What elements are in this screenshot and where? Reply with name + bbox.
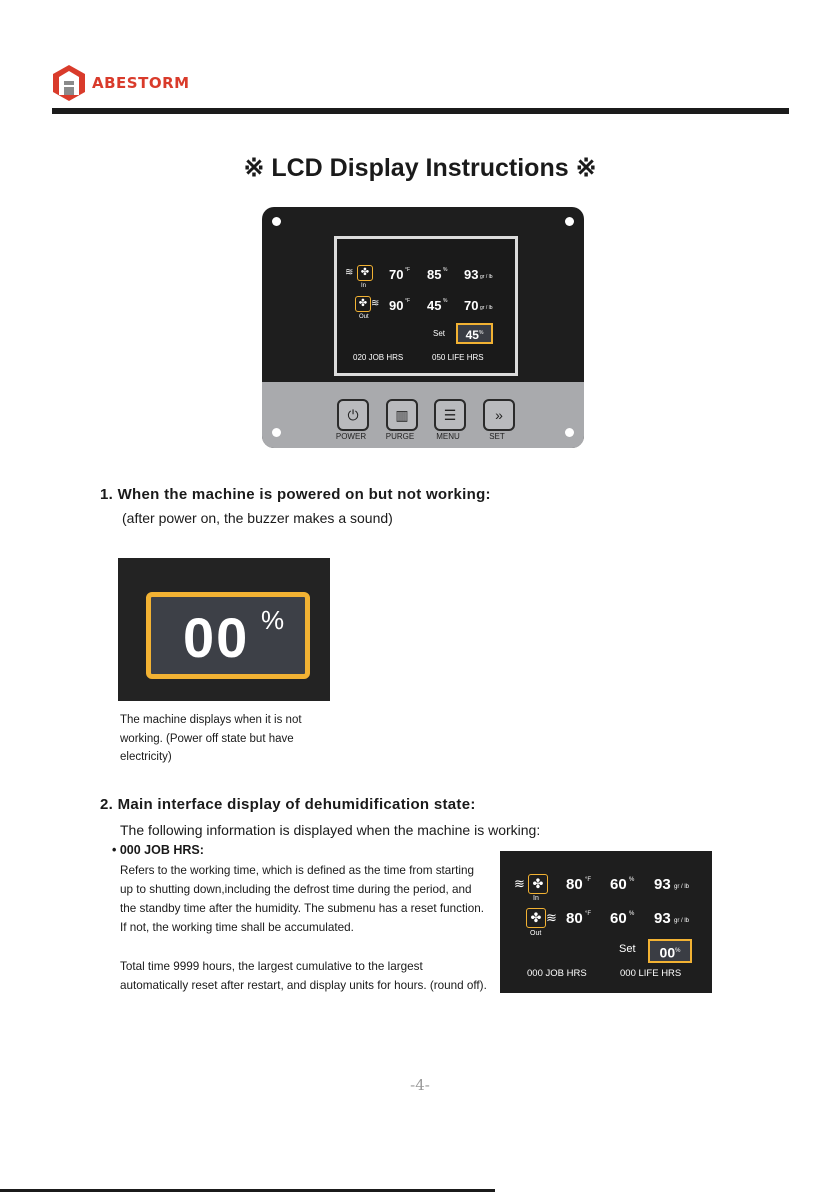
out-label: Out <box>530 930 542 937</box>
header-divider <box>52 108 789 114</box>
fan-in-icon: ✤ <box>357 265 373 281</box>
fan-out-icon: ✤ <box>355 296 371 312</box>
set-label: Set <box>619 943 636 955</box>
section2-heading: 2. Main interface display of dehumidification state: <box>100 796 476 813</box>
job-hours: 020 JOB HRS <box>353 353 404 362</box>
humidity-unit: % <box>629 911 635 917</box>
working-display-illustration <box>500 851 712 993</box>
airflow-in-icon: ≋ <box>345 267 354 278</box>
lcd-screen <box>334 236 518 376</box>
in-label: In <box>361 283 367 289</box>
humidity-unit: % <box>443 267 448 273</box>
airflow-in-icon: ≋ <box>514 876 525 891</box>
section1-heading: 1. When the machine is powered on but not working: <box>100 486 491 503</box>
airflow-out-icon: ≋ <box>546 910 557 925</box>
fan-in-icon: ✤ <box>528 874 548 894</box>
out-label: Out <box>359 314 369 320</box>
double-chevron-icon: » <box>495 407 503 423</box>
standby-display-illustration <box>118 558 330 701</box>
brand-name: ABESTORM <box>92 74 190 92</box>
screw-icon <box>565 428 574 437</box>
job-hrs-total-note: Total time 9999 hours, the largest cumulative to the largest automatically reset after restart, and display units for hours. (round off). <box>120 960 487 992</box>
set-humidity-box <box>648 939 692 963</box>
screw-icon <box>565 217 574 226</box>
fan-out-icon: ✤ <box>526 908 546 928</box>
screw-icon <box>272 217 281 226</box>
menu-label: MENU <box>436 432 460 441</box>
page-number: -4- <box>410 1076 430 1094</box>
set-button <box>483 399 515 431</box>
menu-icon: ☰ <box>443 406 457 423</box>
temp-unit: °F <box>585 877 592 883</box>
temp-unit: °F <box>405 298 411 304</box>
life-hours: 000 LIFE HRS <box>620 968 682 979</box>
power-label: POWER <box>335 432 367 441</box>
set-label: SET <box>489 432 505 441</box>
out-temperature: 90 <box>389 298 404 313</box>
in-humidity: 60 <box>610 876 627 893</box>
out-grains: 70 <box>464 298 479 313</box>
out-humidity: 45 <box>427 298 442 313</box>
airflow-out-icon: ≋ <box>371 298 380 309</box>
menu-button <box>434 399 466 431</box>
grains-unit: gr / lb <box>480 305 493 311</box>
set-unit: % <box>675 948 681 954</box>
page-title: ※ LCD Display Instructions ※ <box>243 154 597 182</box>
temp-unit: °F <box>405 267 411 273</box>
purge-label: PURGE <box>385 432 415 441</box>
brand-logo-icon <box>52 64 86 102</box>
temp-unit: °F <box>585 911 592 917</box>
out-grains: 93 <box>654 910 671 927</box>
in-humidity: 85 <box>427 267 442 282</box>
brand-logo <box>52 64 190 102</box>
in-temperature: 80 <box>566 876 583 893</box>
in-temperature: 70 <box>389 267 404 282</box>
job-hrs-bullet: • 000 JOB HRS: <box>112 843 204 857</box>
section1-subheading: (after power on, the buzzer makes a sound) <box>122 510 393 526</box>
life-hours: 050 LIFE HRS <box>432 353 484 362</box>
grains-unit: gr / lb <box>674 918 690 924</box>
out-temperature: 80 <box>566 910 583 927</box>
in-grains: 93 <box>654 876 671 893</box>
job-hrs-description: Refers to the working time, which is defined as the time from starting up to shutting down,including the defrost time during the period, and the standby time after the humidity. The submenu has a reset function. If not, the working time shall be accumulated. <box>120 864 485 934</box>
standby-caption: The machine displays when it is not working. (Power off state but have electricity) <box>120 714 302 763</box>
section2-subheading: The following information is displayed when the machine is working: <box>120 822 541 838</box>
control-panel-illustration <box>262 207 584 448</box>
set-label: Set <box>433 329 446 338</box>
standby-unit: % <box>261 605 285 635</box>
job-hours: 000 JOB HRS <box>527 968 587 979</box>
set-value: 00 <box>659 944 676 961</box>
purge-icon: ▥ <box>395 406 409 423</box>
in-grains: 93 <box>464 267 479 282</box>
standby-humidity-box <box>146 592 310 679</box>
power-icon: ⏻ <box>347 406 359 423</box>
screw-icon <box>272 428 281 437</box>
in-label: In <box>533 895 539 902</box>
set-humidity-box <box>456 323 493 344</box>
power-button <box>337 399 369 431</box>
set-value: 45 <box>465 328 479 342</box>
grains-unit: gr / lb <box>674 884 690 890</box>
grains-unit: gr / lb <box>480 274 493 280</box>
standby-value: 00 <box>183 606 250 669</box>
humidity-unit: % <box>443 298 448 304</box>
out-humidity: 60 <box>610 910 627 927</box>
set-unit: % <box>478 330 484 336</box>
humidity-unit: % <box>629 877 635 883</box>
purge-button <box>386 399 418 431</box>
